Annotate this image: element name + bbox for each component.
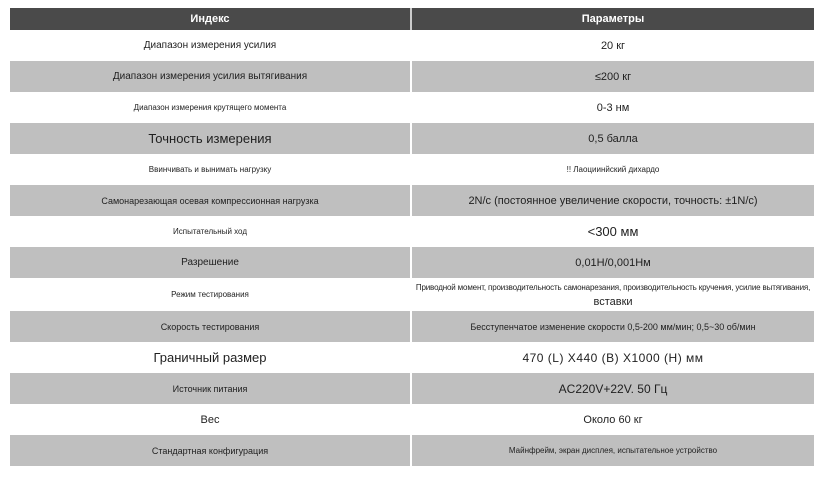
row-label: Ввинчивать и вынимать нагрузку — [10, 154, 411, 185]
spec-table — [10, 8, 814, 466]
table-row — [10, 247, 814, 278]
table-row — [10, 154, 814, 185]
table-row — [10, 123, 814, 154]
row-value: !! Лаоциинйский дихардо — [411, 154, 814, 185]
table-row — [10, 185, 814, 216]
row-value-line2: вставки — [593, 295, 633, 308]
table-row — [10, 404, 814, 435]
row-value: <300 мм — [411, 216, 814, 247]
header-params: Параметры — [411, 8, 814, 30]
spec-table-container — [10, 8, 814, 466]
row-value: 2N/с (постоянное увеличение скорости, точность: ±1N/с) — [411, 185, 814, 216]
header-index: Индекс — [10, 8, 411, 30]
table-row — [10, 278, 814, 311]
row-value: 0-3 нм — [411, 92, 814, 123]
row-value: Майнфрейм, экран дисплея, испытательное устройство — [411, 435, 814, 466]
row-value: 0,01Н/0,001Нм — [411, 247, 814, 278]
row-label: Точность измерения — [10, 123, 411, 154]
row-value: 20 кг — [411, 30, 814, 61]
row-label: Режим тестирования — [10, 278, 411, 311]
row-label: Граничный размер — [10, 342, 411, 373]
row-value — [411, 278, 814, 311]
row-value: 0,5 балла — [411, 123, 814, 154]
table-row — [10, 373, 814, 404]
row-value: 470 (L) X440 (B) X1000 (H) мм — [411, 342, 814, 373]
row-label: Источник питания — [10, 373, 411, 404]
table-row — [10, 311, 814, 342]
row-label: Диапазон измерения усилия вытягивания — [10, 61, 411, 92]
row-label: Скорость тестирования — [10, 311, 411, 342]
row-value: Бесступенчатое изменение скорости 0,5-200 мм/мин; 0,5~30 об/мин — [411, 311, 814, 342]
table-row — [10, 435, 814, 466]
table-row — [10, 30, 814, 61]
row-label: Разрешение — [10, 247, 411, 278]
table-header-row — [10, 8, 814, 30]
table-row — [10, 92, 814, 123]
row-value-line1: Приводной момент, производительность самонарезания, производительность кручения, усилие вытягивания, — [415, 282, 811, 292]
row-value: AC220V+22V. 50 Гц — [411, 373, 814, 404]
row-label: Диапазон измерения крутящего момента — [10, 92, 411, 123]
table-row — [10, 216, 814, 247]
row-label: Стандартная конфигурация — [10, 435, 411, 466]
row-value: Около 60 кг — [411, 404, 814, 435]
row-label: Вес — [10, 404, 411, 435]
row-label: Испытательный ход — [10, 216, 411, 247]
row-label: Самонарезающая осевая компрессионная нагрузка — [10, 185, 411, 216]
table-row — [10, 342, 814, 373]
row-label: Диапазон измерения усилия — [10, 30, 411, 61]
row-value: ≤200 кг — [411, 61, 814, 92]
table-row — [10, 61, 814, 92]
